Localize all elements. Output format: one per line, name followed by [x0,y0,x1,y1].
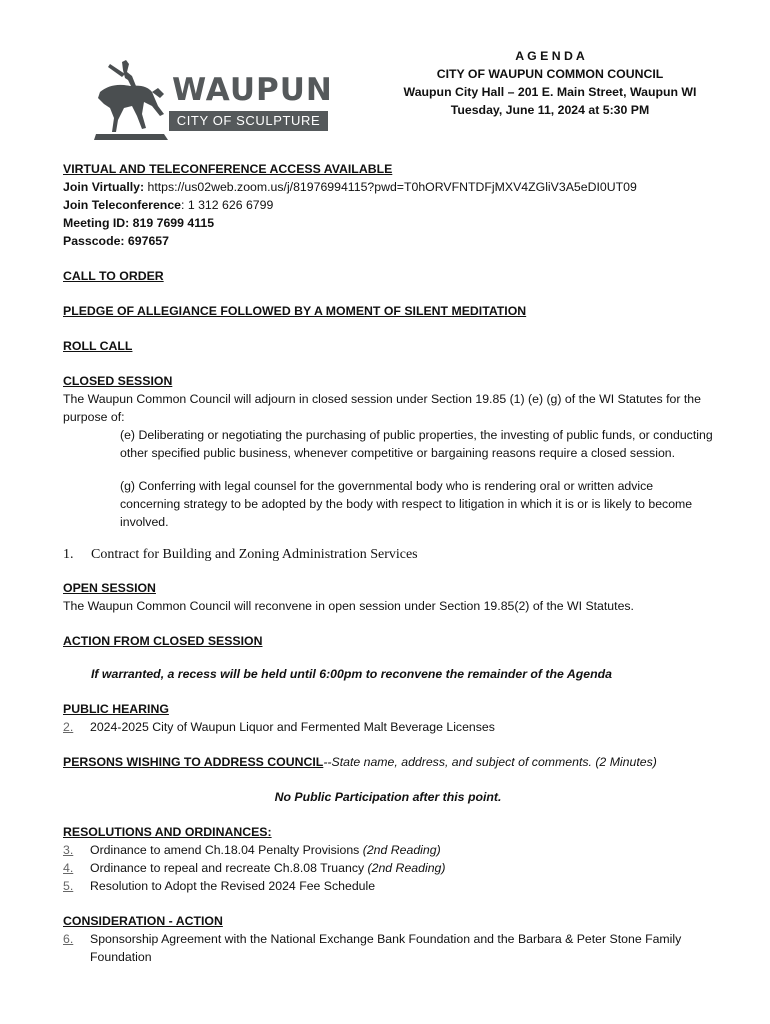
recess-note: If warranted, a recess will be held until 6:00pm to reconvene the remainder of the Agenda [91,667,612,681]
reading-note: (2nd Reading) [362,843,441,857]
join-virtually-label: Join Virtually: [63,180,145,194]
reading-note: (2nd Reading) [367,861,446,875]
agenda-item-text: Ordinance to repeal and recreate Ch.8.08 Truancy [90,861,368,875]
no-public-participation: No Public Participation after this point. [274,790,502,804]
agenda-item-number-link[interactable]: 6. [63,932,74,946]
agenda-title: A G E N D A [515,49,585,63]
agenda-item-4 [63,859,713,877]
agenda-item-text: Contract for Building and Zoning Administration Services [91,547,418,562]
agenda-item-2 [63,718,713,736]
join-teleconference-line [63,196,713,214]
agenda-item-number-link[interactable]: 3. [63,843,74,857]
meeting-datetime: Tuesday, June 11, 2024 at 5:30 PM [450,103,650,117]
agenda-item-1 [63,546,713,564]
agenda-item-text: Ordinance to amend Ch.18.04 Penalty Provisions [90,843,363,857]
meeting-location: Waupun City Hall – 201 E. Main Street, Waupun WI [403,85,697,99]
closed-session-heading: CLOSED SESSION [63,374,173,388]
agenda-item-text: Resolution to Adopt the Revised 2024 Fee Schedule [90,879,376,893]
pledge-heading: PLEDGE OF ALLEGIANCE FOLLOWED BY A MOMENT OF SILENT MEDITATION [63,304,527,318]
passcode: Passcode: 697657 [63,234,169,248]
open-session-heading: OPEN SESSION [63,581,156,595]
logo-wordmark: WAUPUN [172,72,333,108]
resolutions-heading: RESOLUTIONS AND ORDINANCES: [63,825,272,839]
agenda-item-5 [63,877,713,895]
persons-address-line [63,753,713,771]
agenda-item-text: 2024-2025 City of Waupun Liquor and Fermented Malt Beverage Licenses [90,720,495,734]
agenda-item-number-link[interactable]: 5. [63,879,74,893]
roll-call-heading: ROLL CALL [63,339,133,353]
agenda-item-number: 1. [63,547,74,562]
join-virtually-line [63,178,713,196]
agenda-header [390,47,710,119]
virtual-access-heading: VIRTUAL AND TELECONFERENCE ACCESS AVAILABLE [63,162,393,176]
meeting-id: Meeting ID: 819 7699 4115 [63,216,215,230]
agenda-item-text: Sponsorship Agreement with the National Exchange Bank Foundation and the Barbara & Peter Stone Family Foundation [90,932,682,964]
consideration-heading: CONSIDERATION - ACTION [63,914,223,928]
council-name: CITY OF WAUPUN COMMON COUNCIL [436,67,664,81]
agenda-item-6 [63,930,713,966]
persons-address-note: --State name, address, and subject of comments. (2 Minutes) [323,755,657,769]
agenda-body [63,160,713,966]
zoom-link[interactable]: https://us02web.zoom.us/j/81976994115?pwd=T0hORVFNTDFjMXV4ZGliV3A5eDI0UT09 [144,180,637,194]
open-session-text: The Waupun Common Council will reconvene in open session under Section 19.85(2) of the WI Statutes. [63,599,634,613]
public-hearing-heading: PUBLIC HEARING [63,702,169,716]
agenda-item-3 [63,841,713,859]
action-closed-heading: ACTION FROM CLOSED SESSION [63,634,263,648]
horse-rider-sculpture-icon [92,56,172,146]
agenda-item-number-link[interactable]: 4. [63,861,74,875]
teleconference-number: : 1 312 626 6799 [181,198,274,212]
join-teleconference-label: Join Teleconference [63,198,181,212]
city-logo [92,56,332,146]
agenda-item-number-link[interactable]: 2. [63,720,74,734]
persons-address-heading: PERSONS WISHING TO ADDRESS COUNCIL [63,755,324,769]
call-to-order-heading: CALL TO ORDER [63,269,164,283]
logo-tagline: CITY OF SCULPTURE [169,111,328,131]
closed-session-para-e: (e) Deliberating or negotiating the purchasing of public properties, the investing of public funds, or conducting other specified public business, whenever competitive or bargaining reasons require a closed session. [120,428,713,460]
closed-session-para-g: (g) Conferring with legal counsel for the governmental body who is rendering oral or written advice concerning strategy to be adopted by the body with respect to litigation in which it is or is likely to become involved. [120,479,693,529]
closed-session-text: The Waupun Common Council will adjourn in closed session under Section 19.85 (1) (e) (g) of the WI Statutes for the purpose of: [63,392,701,424]
